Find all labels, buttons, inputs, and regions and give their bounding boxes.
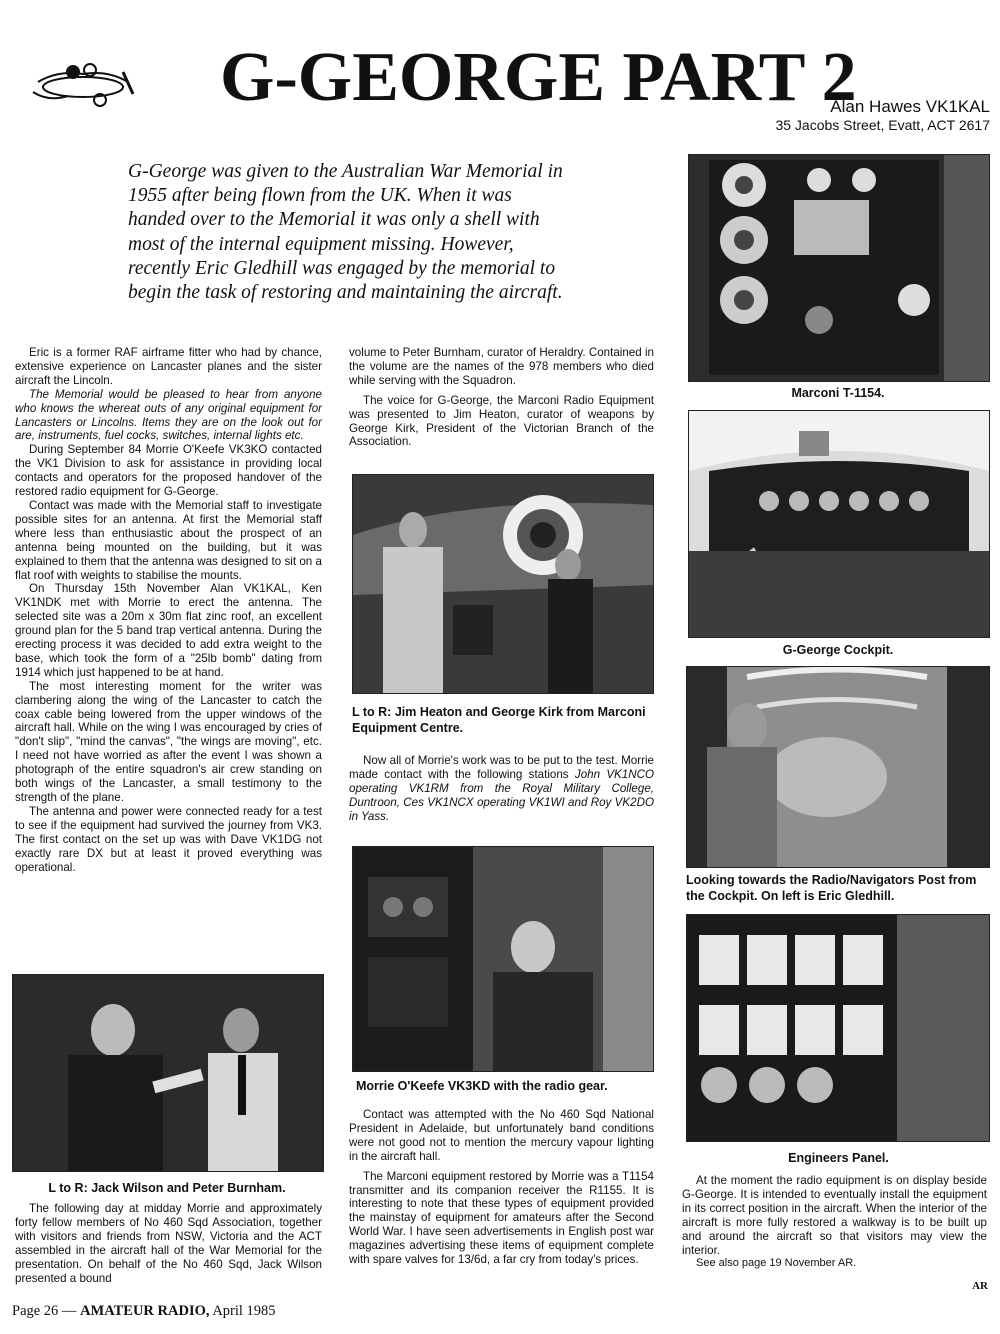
author-name: Alan Hawes VK1KAL xyxy=(830,97,990,116)
column-2-lower-text xyxy=(349,1108,654,1267)
column-1-text xyxy=(15,346,322,874)
caption-marconi: Marconi T-1154. xyxy=(791,386,885,400)
footer-page: Page 26 — xyxy=(12,1303,81,1319)
caption-heaton-kirk: L to R: Jim Heaton and George Kirk from Marconi Equipment Centre. xyxy=(352,705,646,735)
page-footer xyxy=(12,1303,276,1320)
paragraph: The Memorial would be pleased to hear from anyone who knows the whereat outs of any original equipment for Lancasters or Lincolns. Items they are on the look out for are, instruments, fuel cocks, switches, internal lights etc. xyxy=(15,387,322,443)
photo-jack-wilson-peter-burnham xyxy=(12,974,324,1172)
paragraph: The Marconi equipment restored by Morrie was a T1154 transmitter and its companion receiver the R1155. It is interesting to note that these types of equipment provided the mainstay of equipment for amateurs after the Second World War. I have seen advertisements in English post war magazines advertising these items of equipment complete with spare valves for 13/6d, a far cry from today's prices. xyxy=(349,1169,654,1267)
photo-engineers-panel xyxy=(686,914,990,1142)
paragraph: The following day at midday Morrie and approximately forty fellow members of No 460 Sqd Association, together with visitors and friends from NSW, Victoria and the ACT assembled in the aircraft hall of the War Memorial for the presentation. On behalf of the No 460 Sqd, Jack Wilson presented a bound xyxy=(15,1202,322,1285)
caption-cockpit: G-George Cockpit. xyxy=(782,643,894,657)
caption-wilson-burnham: L to R: Jack Wilson and Peter Burnham. xyxy=(48,1181,286,1195)
column-2-middle-text xyxy=(349,754,654,824)
intro-paragraph: G-George was given to the Australian War Memorial in 1955 after being flown from the UK. When it was handed over to the Memorial it was only a shell with most of the internal equipment missing. However, recently Eric Gledhill was engaged by the memorial to begin the task of restoring and maintaining the aircraft. xyxy=(128,161,563,304)
photo-marconi-t1154 xyxy=(688,154,990,382)
footer-date: April 1985 xyxy=(209,1303,276,1319)
cartoon-plane-logo xyxy=(28,52,138,112)
author-block xyxy=(775,98,990,134)
paragraph: The antenna and power were connected ready for a test to see if the equipment had survived the journey from VK3. The first contact on the set up was with Dave VK1DG not exactly rare DX but at least it proved everything was operational. xyxy=(15,804,322,874)
author-address: 35 Jacobs Street, Evatt, ACT 2617 xyxy=(775,117,990,133)
station-list: John VK1NCO operating VK1RM from the Royal Military College, Duntroon, Ces VK1NCX operating VK1WI and Roy VK2DO in Yass. xyxy=(349,767,654,823)
paragraph: volume to Peter Burnham, curator of Heraldry. Contained in the volume are the names of the 978 members who died while serving with the Squadron. xyxy=(349,346,654,387)
photo-morrie-radio-gear xyxy=(352,846,654,1072)
paragraph: At the moment the radio equipment is on display beside G-George. It is intended to eventually install the equipment in its correct position in the aircraft. When the interior of the aircraft is more fully restored a walkway is to be built up and around the aircraft so that visitors may view the interior. xyxy=(682,1174,987,1257)
paragraph: Eric is a former RAF airframe fitter who had by chance, extensive experience on Lancaster planes and the sister aircraft the Lincoln. xyxy=(15,346,322,387)
photo-cockpit xyxy=(688,410,990,638)
column-2-upper-text xyxy=(349,346,654,449)
caption-engineers-panel: Engineers Panel. xyxy=(788,1151,889,1165)
paragraph: On Thursday 15th November Alan VK1KAL, Ken VK1NDK met with Morrie to erect the antenna. The selected site was a 20m x 30m flat zinc roof, an excellent ground plan for the 5 band trap vertical antenna. During the erecting process it was decided to add extra weight to the base, which took the form of a "25lb bomb" dating from 1914 which just happened to be at hand. xyxy=(15,582,322,679)
footer-publication: AMATEUR RADIO, xyxy=(80,1303,210,1319)
paragraph: During September 84 Morrie O'Keefe VK3KO contacted the VK1 Division to ask for assistance in providing local contacts and operators for the proposed handover of the restored radio equipment for G-George. xyxy=(15,443,322,499)
caption-radio-navigators: Looking towards the Radio/Navigators Post from the Cockpit. On left is Eric Gledhill. xyxy=(686,873,977,903)
column-1-lower-text xyxy=(15,1202,322,1285)
caption-morrie: Morrie O'Keefe VK3KD with the radio gear. xyxy=(356,1079,608,1093)
photo-heaton-kirk xyxy=(352,474,654,694)
ar-end-mark: AR xyxy=(972,1280,988,1292)
paragraph: The voice for G-George, the Marconi Radio Equipment was presented to Jim Heaton, curator of weapons by George Kirk, President of the Victorian Branch of the Association. xyxy=(349,393,654,449)
paragraph-lead: Now all of Morrie's work was to be put to the test. Morrie made contact with the following stations xyxy=(349,754,654,781)
paragraph: Contact was attempted with the No 460 Sqd National President in Adelaide, but unfortunately band conditions were not good not to mention the mercury vapour lighting in the aircraft hall. xyxy=(349,1108,654,1163)
article-title: G-GEORGE PART 2 xyxy=(220,39,857,116)
paragraph: The most interesting moment for the writer was clambering along the wing of the Lancaster to catch the coax cable being lowered from the upper windows of the aircraft hall. While on the wing I was encouraged by cries of "don't slip", "mind the canvas", "the wings are moving", etc. I need not have worried as after the event I was shown a photograph of the entire squadron's air crew standing on both wings of the Lancaster, a small testimony to the strength of the plane. xyxy=(15,679,322,804)
photo-radio-navigators-post xyxy=(686,666,990,868)
paragraph: Contact was made with the Memorial staff to investigate possible sites for an antenna. At first the Memorial staff where less than enthusiastic about the prospect of an antenna being mounted on the building, but it was explained to them that the antenna was designed to sit on a flat roof with weights to stabilise the mounts. xyxy=(15,498,322,582)
column-3-text xyxy=(682,1174,987,1271)
see-also-note: See also page 19 November AR. xyxy=(696,1257,857,1270)
